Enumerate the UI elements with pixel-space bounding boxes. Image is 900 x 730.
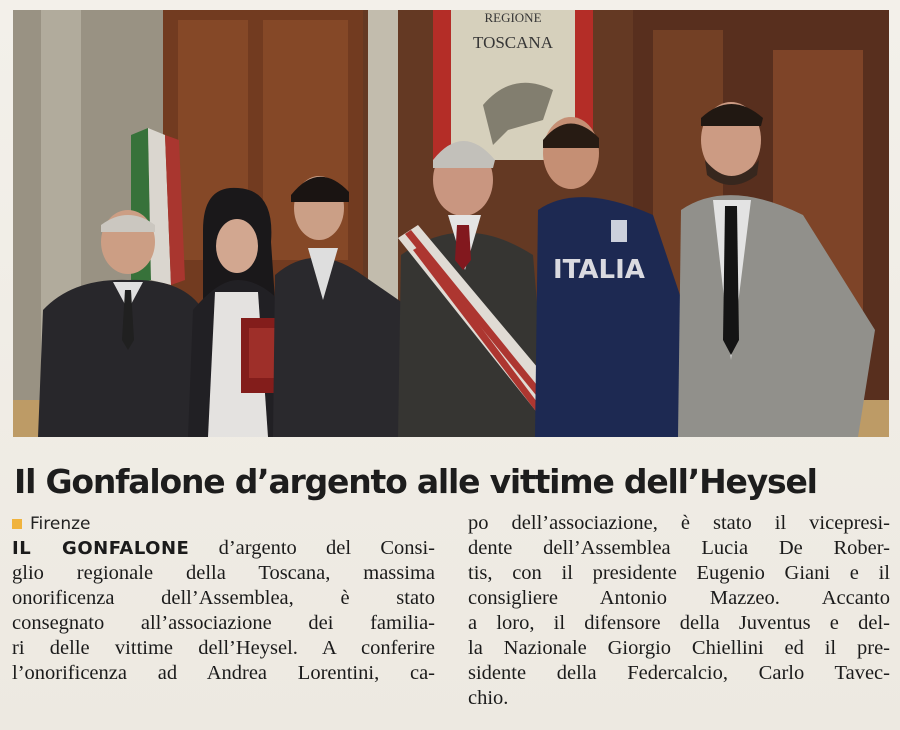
jersey-text: ITALIA — [553, 255, 645, 285]
text-line: consegnato all’associazione dei familia- — [12, 612, 435, 634]
text-line: a loro, il difensore della Juventus e del- — [468, 612, 890, 634]
text-line: l’onorificenza ad Andrea Lorentini, ca- — [12, 662, 435, 684]
text-line: chio. — [468, 687, 509, 709]
text-line: ri delle vittime dell’Heysel. A conferire — [12, 637, 435, 659]
article-column-left — [12, 511, 435, 686]
text-line: dente dell’Assemblea Lucia De Rober- — [468, 537, 890, 559]
text-line: glio regionale della Toscana, massima — [12, 562, 435, 584]
banner-text: TOSCANA — [473, 33, 553, 52]
headline: Il Gonfalone d’argento alle vittime dell’Heysel — [14, 462, 817, 501]
location-label: Firenze — [30, 513, 91, 534]
location-line — [12, 511, 435, 536]
text-line: sidente della Federcalcio, Carlo Tavec- — [468, 662, 890, 684]
article-column-right — [468, 511, 890, 711]
text-line: po dell’associazione, è stato il vicepresi- — [468, 512, 890, 534]
text-line: IL GONFALONE d’argento del Consi- — [12, 537, 435, 559]
text-line: tis, con il presidente Eugenio Giani e il — [468, 562, 890, 584]
text-line: consigliere Antonio Mazzeo. Accanto — [468, 587, 890, 609]
article-photo — [13, 10, 889, 437]
location-bullet-icon — [12, 519, 22, 529]
text-line: onorificenza dell’Assemblea, è stato — [12, 587, 435, 609]
lead-words: IL GONFALONE — [12, 538, 190, 559]
banner-text-top: REGIONE — [484, 10, 542, 25]
text-line: la Nazionale Giorgio Chiellini ed il pre- — [468, 637, 890, 659]
